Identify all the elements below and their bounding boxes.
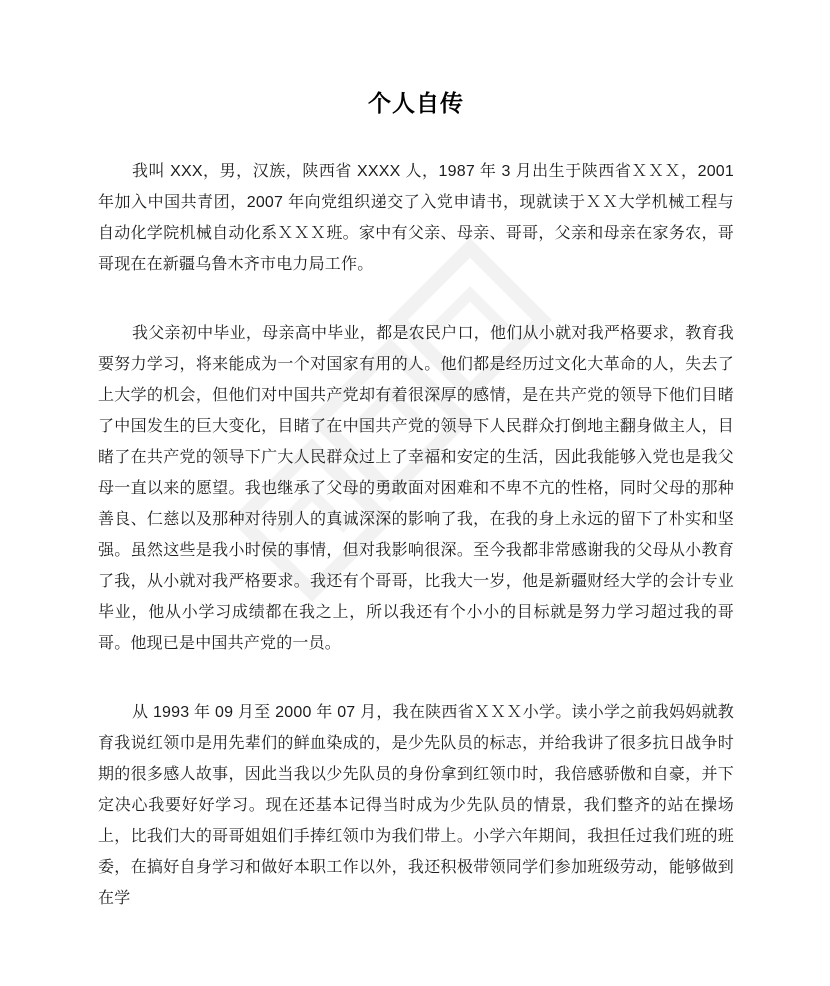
paragraph-family: 我父亲初中毕业，母亲高中毕业，都是农民户口，他们从小就对我严格要求，教育我要努力学习，将来能成为一个对国家有用的人。他们都是经历过文化大革命的人，失去了上大学的机会，但他们对中国共产党却有着很深厚的感情，是在共产党的领导下他们目睹了中国发生的巨大变化，目睹了在中国共产党的领导下人民群众打倒地主翻身做主人，目睹了在共产党的领导下广大人民群众过上了幸福和安定的生活，因此我能够入党也是我父母一直以来的愿望。我也继承了父母的勇敢面对困难和不卑不亢的性格，同时父母的那种善良、仁慈以及那种对待别人的真诚深深的影响了我，在我的身上永远的留下了朴实和坚强。虽然这些是我小时侯的事情，但对我影响很深。至今我都非常感谢我的父母从小教育了我，从小就对我严格要求。我还有个哥哥，比我大一岁，他是新疆财经大学的会计专业毕业，他从小学习成绩都在我之上，所以我还有个小小的目标就是努力学习超过我的哥哥。他现已是中国共产党的一员。 xyxy=(98,325,734,652)
paragraph-primary-school: 从 1993 年 09 月至 2000 年 07 月，我在陕西省ＸＸＸ小学。读小学之前我妈妈就教育我说红领巾是用先辈们的鲜血染成的，是少先队员的标志，并给我讲了很多抗日战争时期的很多感人故事，因此当我以少先队员的身份拿到红领巾时，我倍感骄傲和自豪，并下定决心我要好好学习。现在还基本记得当时成为少先队员的情景，我们整齐的站在操场上，比我们大的哥哥姐姐们手捧红领巾为我们带上。小学六年期间，我担任过我们班的班委，在搞好自身学习和做好本职工作以外，我还积极带领同学们参加班级劳动，能够做到在学 xyxy=(98,704,734,907)
document-content xyxy=(98,0,734,914)
paragraph-intro: 我叫 XXX，男，汉族，陕西省 XXXX 人，1987 年 3 月出生于陕西省ＸＸＸ，2001 年加入中国共青团，2007 年向党组织递交了入党申请书，现就读于ＸＸ大学机械工程与自动化学院机械自动化系ＸＸＸ班。家中有父亲、母亲、哥哥，父亲和母亲在家务农，哥哥现在在新疆乌鲁木齐市电力局工作。 xyxy=(98,163,734,273)
document-title: 个人自传 xyxy=(368,90,464,116)
